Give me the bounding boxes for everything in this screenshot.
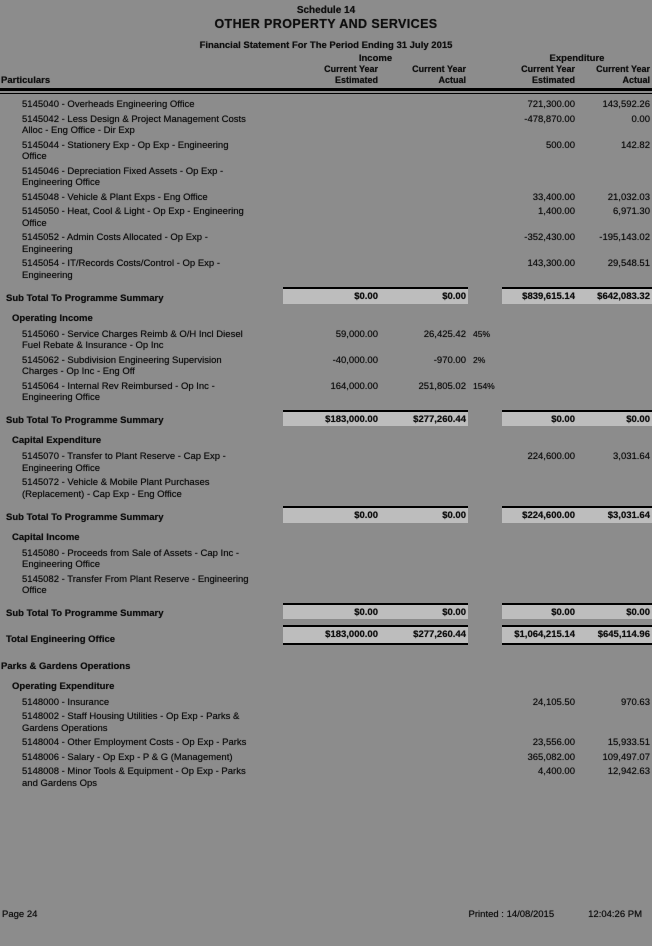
income-actual-value <box>380 737 468 749</box>
variance-note <box>468 548 502 571</box>
account-row <box>0 697 652 709</box>
expenditure-actual-value <box>577 355 652 378</box>
section-heading: Capital Income <box>12 531 80 543</box>
income-estimated-value <box>283 752 380 764</box>
account-row <box>0 451 652 474</box>
expenditure-estimated-value <box>502 166 577 189</box>
expenditure-estimated-value: 500.00 <box>545 139 575 151</box>
account-row <box>0 355 652 378</box>
account-row <box>0 548 652 571</box>
variance-note <box>468 410 502 427</box>
expenditure-estimated-value: 224,600.00 <box>527 451 575 462</box>
expenditure-actual-value: $642,083.32 <box>577 287 652 304</box>
account-row <box>0 766 652 789</box>
row-label: 5145040 - Overheads Engineering Office <box>22 99 195 110</box>
income-actual-value: $0.00 <box>380 506 468 523</box>
expenditure-actual-value <box>577 548 652 571</box>
row-label: 5145072 - Vehicle & Mobile Plant Purchases (Replacement) - Cap Exp - Eng Office <box>22 477 210 500</box>
account-row <box>0 140 652 163</box>
income-estimated-value: $0.00 <box>283 287 380 304</box>
expenditure-actual-value <box>577 574 652 597</box>
expenditure-estimated-value: $839,615.14 <box>502 287 577 304</box>
income-estimated-value: $0.00 <box>283 506 380 523</box>
expenditure-actual-value: 6,971.30 <box>613 206 650 217</box>
income-estimated-value <box>283 574 380 597</box>
income-estimated-value <box>283 206 380 229</box>
report-title: OTHER PROPERTY AND SERVICES <box>214 17 438 31</box>
expenditure-estimated-value <box>502 548 577 571</box>
expenditure-actual-value: 21,032.03 <box>607 191 650 203</box>
income-estimated-value: $0.00 <box>283 603 380 620</box>
variance-note: 45% <box>473 328 491 339</box>
income-actual-value <box>380 574 468 597</box>
income-actual-value <box>380 192 468 204</box>
subtotal-row <box>0 287 652 304</box>
particulars-label: Particulars <box>1 75 51 86</box>
expenditure-actual-value: 109,497.07 <box>602 751 650 763</box>
income-actual-value <box>380 232 468 255</box>
account-row <box>0 206 652 229</box>
row-label: Total Engineering Office <box>6 633 116 645</box>
row-label: Sub Total To Programme Summary <box>6 608 164 619</box>
row-label: 5145082 - Transfer From Plant Reserve - Engineering Office <box>22 573 249 596</box>
expenditure-actual-value: 0.00 <box>631 113 650 125</box>
income-estimated-value <box>283 711 380 734</box>
row-label: 5145054 - IT/Records Costs/Control - Op Exp - Engineering <box>22 258 220 281</box>
variance-note <box>468 206 502 229</box>
variance-note <box>468 766 502 789</box>
row-label: 5145048 - Vehicle & Plant Exps - Eng Office <box>22 191 208 203</box>
income-estimated-value: $183,000.00 <box>283 410 380 427</box>
row-label: 5148002 - Staff Housing Utilities - Op Exp - Parks & Gardens Operations <box>22 711 240 734</box>
expenditure-actual-value: 142.82 <box>620 139 650 151</box>
variance-note <box>468 258 502 281</box>
expenditure-estimated-value: 1,400.00 <box>538 206 575 217</box>
income-estimated-value <box>283 258 380 281</box>
expenditure-actual-value: 143,592.26 <box>602 99 650 110</box>
income-estimated-value: 164,000.00 <box>330 380 378 392</box>
expenditure-actual-value <box>577 711 652 734</box>
income-actual-value <box>380 766 468 789</box>
account-row <box>0 258 652 281</box>
section-heading: Operating Expenditure <box>12 680 115 692</box>
variance-note <box>468 192 502 204</box>
variance-note <box>468 506 502 523</box>
income-actual-value <box>380 711 468 734</box>
expenditure-estimated-value: 365,082.00 <box>527 751 575 763</box>
expenditure-actual-header: Current Year Actual <box>596 64 650 85</box>
row-label: 5145062 - Subdivision Engineering Supervision Charges - Op Inc - Eng Off <box>22 354 222 377</box>
income-estimated-value <box>283 766 380 789</box>
variance-note <box>468 477 502 500</box>
section-heading: Capital Expenditure <box>12 435 102 446</box>
variance-note <box>468 697 502 709</box>
section-heading: Operating Income <box>12 312 93 324</box>
income-estimated-value <box>283 192 380 204</box>
variance-note <box>468 114 502 137</box>
income-estimated-value <box>283 166 380 189</box>
income-actual-value: -970.00 <box>433 354 466 366</box>
column-header <box>0 64 652 86</box>
variance-note <box>468 752 502 764</box>
variance-note: 154% <box>473 380 495 391</box>
expenditure-actual-value: 970.63 <box>620 696 650 708</box>
variance-note: 2% <box>473 354 486 365</box>
report-subtitle: Financial Statement For The Period Ending 31 July 2015 <box>199 40 453 51</box>
row-label: Sub Total To Programme Summary <box>6 292 164 304</box>
row-label: 5145042 - Less Design & Project Management Costs Alloc - Eng Office - Dir Exp <box>22 113 246 136</box>
expenditure-estimated-value: -352,430.00 <box>524 232 575 243</box>
account-row <box>0 752 652 764</box>
income-actual-value: $0.00 <box>380 603 468 620</box>
row-label: 5145080 - Proceeds from Sale of Assets - Cap Inc - Engineering Office <box>22 547 240 570</box>
expenditure-estimated-value: $0.00 <box>502 603 577 620</box>
account-row <box>0 737 652 749</box>
expenditure-actual-value <box>577 381 652 404</box>
report-footer <box>0 909 652 920</box>
variance-note <box>468 625 502 645</box>
schedule-number: Schedule 14 <box>296 5 356 16</box>
variance-note <box>468 287 502 304</box>
total-row <box>0 625 652 645</box>
expenditure-actual-value: 12,942.63 <box>607 766 650 777</box>
expenditure-estimated-value <box>502 329 577 352</box>
row-label: 5145052 - Admin Costs Allocated - Op Exp - Engineering <box>22 232 208 255</box>
variance-note <box>468 603 502 620</box>
account-row <box>0 329 652 352</box>
header-rule <box>0 88 652 94</box>
account-row <box>0 192 652 204</box>
account-row <box>0 574 652 597</box>
income-actual-value: $277,260.44 <box>380 410 468 427</box>
income-estimated-value <box>283 232 380 255</box>
expenditure-estimated-value: 24,105.50 <box>532 696 575 708</box>
row-label: 5145064 - Internal Rev Reimbursed - Op Inc - Engineering Office <box>22 380 215 403</box>
income-actual-value: $277,260.44 <box>380 625 468 645</box>
variance-note <box>468 232 502 255</box>
expenditure-estimated-value <box>502 574 577 597</box>
expenditure-actual-value: 15,933.51 <box>607 737 650 748</box>
income-estimated-value <box>283 140 380 163</box>
expenditure-estimated-value: 23,556.00 <box>532 737 575 748</box>
expenditure-estimated-value: 4,400.00 <box>538 766 575 777</box>
expenditure-actual-value: 3,031.64 <box>613 451 650 462</box>
account-row <box>0 232 652 255</box>
income-actual-value <box>380 166 468 189</box>
expenditure-estimated-value: -478,870.00 <box>524 113 575 125</box>
subtotal-row <box>0 410 652 427</box>
expenditure-actual-value: -195,143.02 <box>599 232 650 243</box>
income-estimated-header: Current Year Estimated <box>324 64 378 85</box>
income-actual-value: 251,805.02 <box>418 380 466 392</box>
expenditure-actual-value <box>577 166 652 189</box>
income-group-label: Income <box>358 53 393 64</box>
income-actual-value: $0.00 <box>380 287 468 304</box>
row-label: 5148006 - Salary - Op Exp - P & G (Management) <box>22 751 233 763</box>
expenditure-actual-value: $0.00 <box>577 603 652 620</box>
expenditure-actual-value: $3,031.64 <box>577 506 652 523</box>
variance-note <box>468 451 502 474</box>
income-estimated-value: -40,000.00 <box>332 354 378 366</box>
income-actual-value <box>380 99 468 111</box>
row-label: 5145044 - Stationery Exp - Op Exp - Engineering Office <box>22 139 229 162</box>
row-label: 5145046 - Depreciation Fixed Assets - Op Exp - Engineering Office <box>22 165 224 188</box>
account-row <box>0 381 652 404</box>
income-actual-value <box>380 140 468 163</box>
account-row <box>0 477 652 500</box>
expenditure-estimated-value: $224,600.00 <box>502 506 577 523</box>
variance-note <box>468 737 502 749</box>
expenditure-estimated-value: $0.00 <box>502 410 577 427</box>
income-actual-value: 26,425.42 <box>423 328 466 340</box>
account-row <box>0 114 652 137</box>
income-estimated-value <box>283 114 380 137</box>
row-label: 5148008 - Minor Tools & Equipment - Op Exp - Parks and Gardens Ops <box>22 766 246 789</box>
expenditure-actual-value: $0.00 <box>577 410 652 427</box>
variance-note <box>468 166 502 189</box>
row-label: Sub Total To Programme Summary <box>6 415 164 426</box>
expenditure-estimated-value <box>502 381 577 404</box>
income-estimated-value <box>283 451 380 474</box>
row-label: 5145070 - Transfer to Plant Reserve - Cap Exp - Engineering Office <box>22 451 226 474</box>
income-estimated-value <box>283 737 380 749</box>
row-label: 5148004 - Other Employment Costs - Op Exp - Parks <box>22 737 247 748</box>
income-actual-value <box>380 258 468 281</box>
variance-note <box>468 140 502 163</box>
expenditure-estimated-value <box>502 355 577 378</box>
income-actual-value <box>380 206 468 229</box>
expenditure-actual-value: 29,548.51 <box>607 258 650 269</box>
variance-note <box>468 574 502 597</box>
subtotal-row <box>0 506 652 523</box>
expenditure-estimated-value: 33,400.00 <box>532 191 575 203</box>
income-actual-value <box>380 451 468 474</box>
row-label: 5148000 - Insurance <box>22 696 110 708</box>
income-actual-value <box>380 548 468 571</box>
expenditure-actual-value: $645,114.96 <box>577 625 652 645</box>
income-actual-value <box>380 697 468 709</box>
variance-note <box>468 711 502 734</box>
row-label: Sub Total To Programme Summary <box>6 511 164 523</box>
printed-time: 12:04:26 PM <box>588 909 642 920</box>
subtotal-row <box>0 603 652 620</box>
expenditure-estimated-value: $1,064,215.14 <box>502 625 577 645</box>
printed-date: Printed : 14/08/2015 <box>468 909 555 920</box>
account-row <box>0 711 652 734</box>
column-group-header <box>0 53 652 64</box>
income-estimated-value: $183,000.00 <box>283 625 380 645</box>
row-label: 5145050 - Heat, Cool & Light - Op Exp - Engineering Office <box>22 206 244 229</box>
account-row <box>0 166 652 189</box>
expenditure-estimated-value: 143,300.00 <box>527 258 575 269</box>
expenditure-group-label: Expenditure <box>549 53 605 64</box>
income-actual-value <box>380 114 468 137</box>
account-row <box>0 99 652 111</box>
expenditure-estimated-header: Current Year Estimated <box>521 64 575 85</box>
expenditure-actual-value <box>577 329 652 352</box>
expenditure-actual-value <box>577 477 652 500</box>
sections <box>0 99 652 792</box>
income-estimated-value <box>283 99 380 111</box>
income-estimated-value <box>283 548 380 571</box>
expenditure-estimated-value <box>502 477 577 500</box>
program-group-heading: Parks & Gardens Operations <box>1 660 131 672</box>
expenditure-estimated-value <box>502 711 577 734</box>
income-estimated-value <box>283 697 380 709</box>
variance-note <box>468 99 502 111</box>
page-number: Page 24 <box>2 909 38 920</box>
income-actual-value <box>380 752 468 764</box>
row-label: 5145060 - Service Charges Reimb & O/H Incl Diesel Fuel Rebate & Insurance - Op Inc <box>22 328 243 351</box>
income-estimated-value <box>283 477 380 500</box>
income-actual-header: Current Year Actual <box>412 64 466 85</box>
expenditure-estimated-value: 721,300.00 <box>527 99 575 110</box>
income-estimated-value: 59,000.00 <box>335 328 378 340</box>
income-actual-value <box>380 477 468 500</box>
